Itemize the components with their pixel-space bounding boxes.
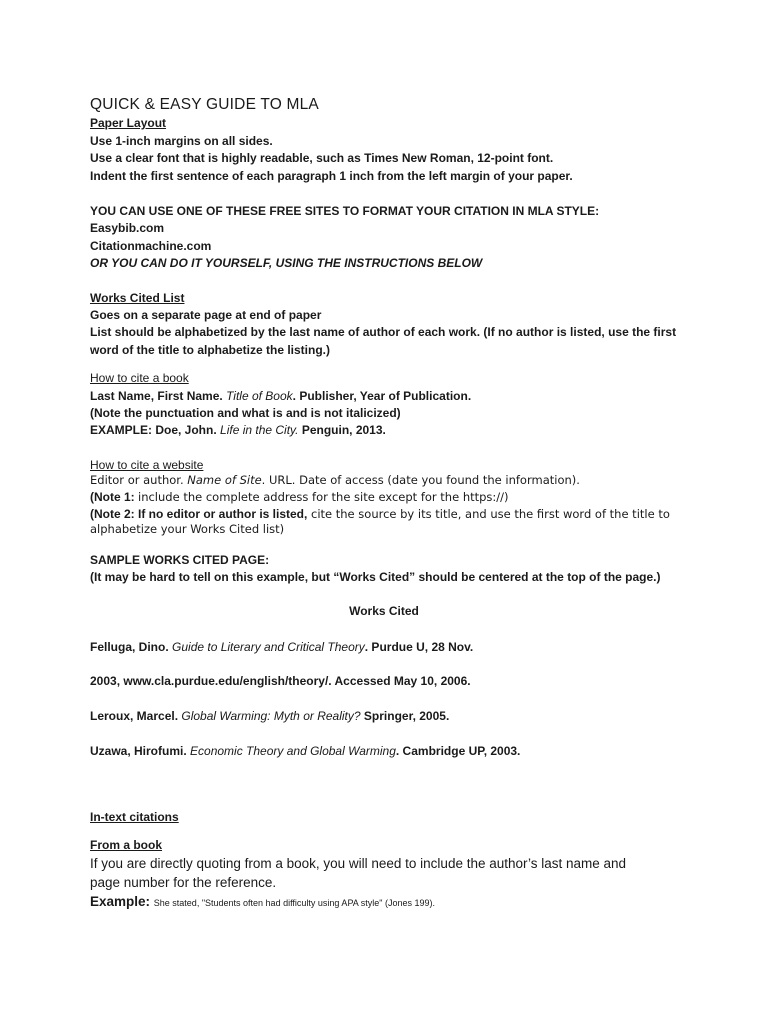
format-author: Last Name, First Name. — [90, 389, 227, 403]
free-sites-intro: YOU CAN USE ONE OF THESE FREE SITES TO FORMAT YOUR CITATION IN MLA STYLE: — [90, 204, 600, 218]
site-link[interactable]: Easybib.com — [90, 221, 165, 235]
cite-book-heading: How to cite a book — [90, 371, 189, 385]
entry-author: Uzawa, Hirofumi. — [90, 744, 191, 758]
sample-entry — [90, 709, 449, 724]
example-publisher: Penguin, 2013. — [298, 423, 386, 437]
entry-author: Felluga, Dino. — [90, 640, 173, 654]
site-link[interactable]: Citationmachine.com — [90, 239, 212, 253]
sample-entry — [90, 640, 473, 655]
sample-page-title: Works Cited — [349, 604, 419, 618]
sample-entry — [90, 744, 520, 759]
cite-website-format — [90, 473, 580, 488]
cite-website-note-2-continued: alphabetize your Works Cited list) — [90, 522, 285, 536]
cite-website-heading: How to cite a website — [90, 458, 204, 472]
paper-layout-heading: Paper Layout — [90, 116, 167, 130]
works-cited-heading: Works Cited List — [90, 291, 185, 305]
paper-layout-line: Use 1-inch margins on all sides. — [90, 134, 273, 148]
example-text: She stated, "Students often had difficulty using APA style" (Jones 199). — [153, 898, 436, 908]
works-cited-line: List should be alphabetized by the last name of author of each work. (If no author is listed, use the first — [90, 325, 677, 339]
note-2-label: (Note 2: If no editor or author is listed, — [90, 507, 308, 521]
entry-publisher: . Purdue U, 28 Nov. — [364, 640, 474, 654]
entry-publisher: Springer, 2005. — [360, 709, 450, 723]
cite-book-example — [90, 423, 386, 438]
alternative-instructions: OR YOU CAN DO IT YOURSELF, USING THE INSTRUCTIONS BELOW — [90, 256, 483, 270]
example-title: Life in the City. — [220, 423, 299, 437]
cite-book-format — [90, 389, 471, 404]
note-1-text: include the complete address for the site except for the https://) — [138, 490, 509, 504]
format-site: Name of Site — [187, 473, 262, 487]
cite-website-note-1 — [90, 490, 509, 505]
in-text-heading: In-text citations — [90, 810, 179, 824]
works-cited-line: word of the title to alphabetize the listing.) — [90, 343, 330, 357]
format-url: . URL. Date of access (date you found the information). — [261, 473, 580, 487]
note-2-text: cite the source by its title, and use the first word of the title to — [307, 507, 670, 521]
format-title: Title of Book — [226, 389, 293, 403]
sample-heading: SAMPLE WORKS CITED PAGE: — [90, 553, 270, 567]
from-book-heading: From a book — [90, 838, 163, 852]
in-text-example — [90, 893, 435, 911]
paper-layout-line: Use a clear font that is highly readable, such as Times New Roman, 12-point font. — [90, 151, 554, 165]
entry-title: Economic Theory and Global Warming — [190, 744, 396, 758]
in-text-line: page number for the reference. — [90, 875, 277, 890]
example-author: EXAMPLE: Doe, John. — [90, 423, 221, 437]
cite-book-note: (Note the punctuation and what is and is not italicized) — [90, 406, 401, 420]
entry-title: Guide to Literary and Critical Theory — [172, 640, 365, 654]
sample-note: (It may be hard to tell on this example, but “Works Cited” should be centered at the top of the page.) — [90, 570, 661, 584]
paper-layout-line: Indent the first sentence of each paragraph 1 inch from the left margin of your paper. — [90, 169, 573, 183]
in-text-line: If you are directly quoting from a book, you will need to include the author’s last name and — [90, 856, 627, 871]
works-cited-line: Goes on a separate page at end of paper — [90, 308, 322, 322]
note-1-label: (Note 1: — [90, 490, 138, 504]
format-publisher: . Publisher, Year of Publication. — [292, 389, 472, 403]
example-label: Example: — [90, 894, 154, 909]
format-author: Editor or author. — [90, 473, 188, 487]
page-title: QUICK & EASY GUIDE TO MLA — [90, 96, 319, 113]
entry-publisher: . Cambridge UP, 2003. — [395, 744, 521, 758]
sample-entry: 2003, www.cla.purdue.edu/english/theory/. Accessed May 10, 2006. — [90, 674, 471, 688]
entry-author: Leroux, Marcel. — [90, 709, 182, 723]
entry-title: Global Warming: Myth or Reality? — [181, 709, 361, 723]
cite-website-note-2 — [90, 507, 670, 522]
